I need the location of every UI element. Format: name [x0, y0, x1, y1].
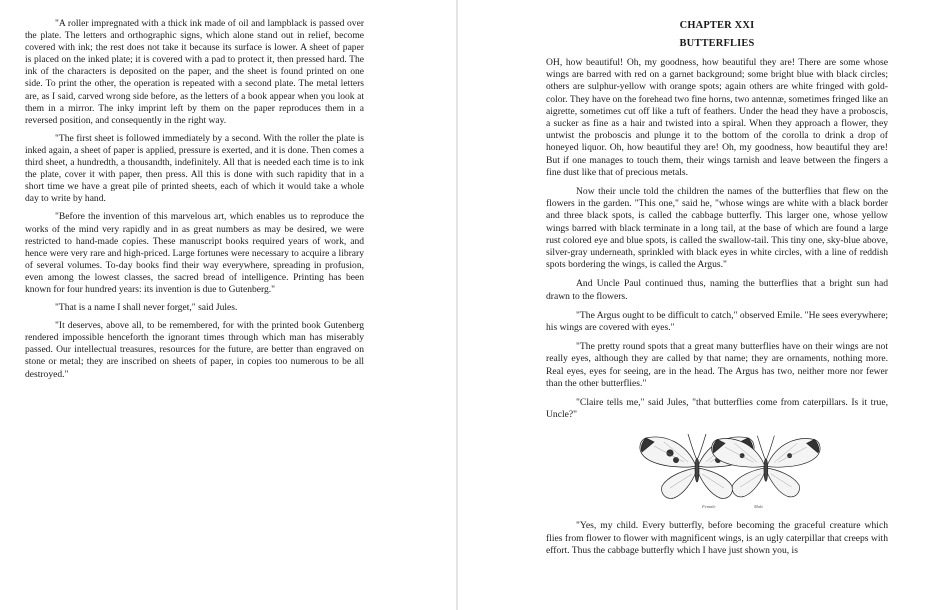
- paragraph: "A roller impregnated with a thick ink made of oil and lampblack is passed over the plate. The letters and orthographic signs, which alone stand out in relief, become covered with ink; the rest does not take it because its surface is lower. A sheet of paper is placed on the inked plate; it is covered with a pad to protect it, then pressed hard. The ink of the characters is deposited on the paper, and the sheet is found printed on one side. To print the other, the operation is repeated with a second plate. The metal letters are, as I said, carved wrong side before, as the letters of a book appear when you look at them in a mirror. The inky imprint left by them on the paper reproduces them in a reversed position, and consequently in the right way.: [25, 18, 364, 126]
- paragraph: "The pretty round spots that a great many butterflies have on their wings are not really eyes, although they are called by that name; they are ornaments, nothing more. Real eyes, eyes for seeing, are in the head. The Argus has two, neither more nor fewer than the other butterflies.": [546, 341, 888, 389]
- paragraph: "The Argus ought to be difficult to catch," observed Emile. "He sees everywhere; his wings are covered with eyes.": [546, 309, 888, 334]
- paragraph: "Before the invention of this marvelous art, which enables us to reproduce the works of the mind very rapidly and in as great numbers as may be desired, we were restricted to hand-made copies. These manuscript books required years of work, and hence were very rare and high-priced. Large fortunes were necessary to acquire a library of several volumes. To-day books find their way everywhere, spreading in profusion, even among the lowest classes, the sacred bread of intelligence. Printing has been known for four hundred years: its invention is due to Gutenberg.": [25, 211, 364, 295]
- paragraph: "The first sheet is followed immediately by a second. With the roller the plate is inked again, a sheet of paper is applied, pressure is exerted, and it is done. Then comes a third sheet, a hundredth, a thousandth, indefinitely. All that is needed each time is to ink the plate, cover it with paper, then press. All this is done with such rapidity that in a short time we have a great pile of printed sheets, each of which it would take a whole day to write by hand.: [25, 132, 364, 205]
- paragraph: And Uncle Paul continued thus, naming the butterflies that a bright sun had drawn to the flowers.: [546, 278, 888, 302]
- paragraph: "It deserves, above all, to be remembered, for with the printed book Gutenberg rendered impossible henceforth the ignorant times through which man has miserably passed. Our intellectual treasures, resources for the future, are better than engraved on stone or metal; they are inscribed on sheets of paper, in copies too numerous to be all destroyed.": [25, 320, 364, 380]
- figure-caption-male: Male: [754, 504, 764, 510]
- figure-caption-female: Female: [702, 504, 716, 510]
- paragraph: "Claire tells me," said Jules, "that butterflies come from caterpillars. Is it true, Uncle?": [546, 397, 888, 421]
- chapter-title: BUTTERFLIES: [679, 38, 755, 49]
- chapter-number: CHAPTER XXI: [679, 20, 755, 31]
- cabbage-butterflies-drawing: [634, 428, 834, 504]
- paragraph: "Yes, my child. Every butterfly, before becoming the graceful creature which flies from flower to flower with magnificent wings, is an ugly caterpillar that creeps with effort. Thus the cabbage butterfly which I have just shown you, is: [546, 520, 888, 556]
- paragraph: Now their uncle told the children the names of the butterflies that flew on the flowers in the garden. "This one," said he, "whose wings are white with a black border and three black spots, is called the cabbage butterfly. This larger one, whose yellow wings barred with black terminate in a long tail, at the base of which are found a large rust colored eye and blue spots, is called the swallow-tail. This tiny one, sky-blue above, silver-gray underneath, sprinkled with black eyes in white circles, with a line of reddish spots bordering the wings, is called the Argus.": [546, 186, 888, 271]
- left-page: [0, 0, 456, 610]
- right-page: [458, 0, 930, 610]
- paragraph: OH, how beautiful! Oh, my goodness, how beautiful they are! There are some whose wings are barred with red on a garnet background; some bright blue with black circles; others are sulphur-yellow with orange spots; again others are white fringed with gold-color. They have on the forehead two fine horns, two antennæ, sometimes fringed like an aigrette, sometimes cut off like a tuft of feathers. Under the head they have a proboscis, a sucker as fine as a hair and twisted into a spiral. When they approach a flower, they untwist the proboscis and plunge it to the bottom of the corolla to drink a drop of honeyed liquor. Oh, how beautiful they are! Oh, my goodness, how beautiful they are! But if one manages to touch them, their wings tarnish and leave between the fingers a fine dust like that of precious metals.: [546, 57, 888, 178]
- butterflies-illustration: [634, 428, 834, 514]
- paragraph: "That is a name I shall never forget," said Jules.: [55, 302, 238, 314]
